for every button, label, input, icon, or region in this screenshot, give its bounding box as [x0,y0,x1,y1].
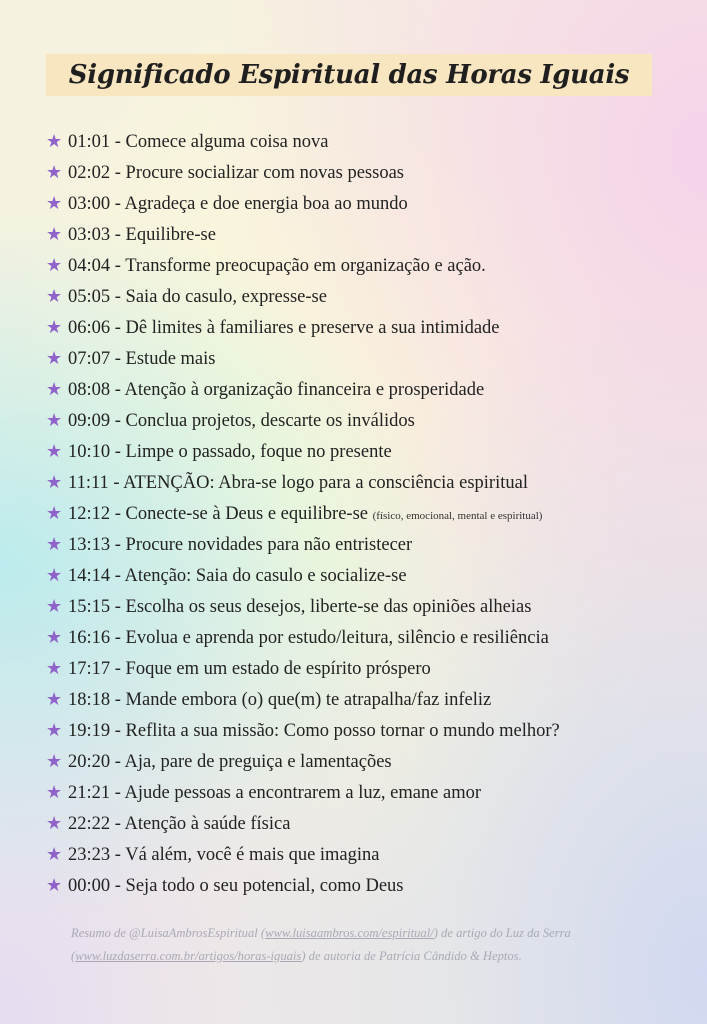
list-item-text: 05:05 - Saia do casulo, expresse-se [68,287,327,307]
list-item [46,498,686,529]
list-item-text: 21:21 - Ajude pessoas a encontrarem a luz, emane amor [68,783,482,803]
list-item-text: 15:15 - Escolha os seus desejos, liberte-se das opiniões alheias [68,597,532,617]
list-item-text: 07:07 - Estude mais [68,349,216,369]
list-item-text: 22:22 - Atenção à saúde física [68,814,291,834]
list-item [46,653,686,684]
list-item [46,374,686,405]
footer-link-luzdaserra[interactable]: www.luzdaserra.com.br/artigos/horas-iguais [75,949,302,963]
star-icon: ★ [46,131,63,151]
star-icon: ★ [46,596,63,616]
list-item-text: 23:23 - Vá além, você é mais que imagina [68,845,380,865]
star-icon: ★ [46,162,63,182]
list-item-text: 01:01 - Comece alguma coisa nova [68,132,329,152]
star-icon: ★ [46,317,63,337]
list-item [46,746,686,777]
list-item [46,436,686,467]
list-item-text: 04:04 - Transforme preocupação em organização e ação. [68,256,486,276]
list-item-text: 10:10 - Limpe o passado, foque no presente [68,442,392,462]
star-icon: ★ [46,875,63,895]
list-item [46,591,686,622]
list-item [46,405,686,436]
list-item-text: 08:08 - Atenção à organização financeira e prosperidade [68,380,485,400]
list-item-text: 14:14 - Atenção: Saia do casulo e socialize-se [68,566,407,586]
star-icon: ★ [46,813,63,833]
star-icon: ★ [46,224,63,244]
star-icon: ★ [46,627,63,647]
footer-text-2: ) de artigo do Luz da Serra [433,926,571,940]
footer-text-3: ( [71,949,76,963]
list-item [46,777,686,808]
hours-list [46,126,686,901]
list-item-text: 18:18 - Mande embora (o) que(m) te atrapalha/faz infeliz [68,690,492,710]
list-item [46,808,686,839]
star-icon: ★ [46,472,63,492]
star-icon: ★ [46,193,63,213]
star-icon: ★ [46,503,63,523]
star-icon: ★ [46,782,63,802]
star-icon: ★ [46,534,63,554]
star-icon: ★ [46,348,63,368]
list-item [46,250,686,281]
list-item-text: 03:00 - Agradeça e doe energia boa ao mundo [68,194,408,214]
star-icon: ★ [46,379,63,399]
star-icon: ★ [46,441,63,461]
list-item-text: 16:16 - Evolua e aprenda por estudo/leitura, silêncio e resiliência [68,628,549,648]
star-icon: ★ [46,410,63,430]
list-item-text: 02:02 - Procure socializar com novas pessoas [68,163,404,183]
list-item [46,529,686,560]
title-highlight [46,54,652,96]
footer-link-luisaambros[interactable]: www.luisaambros.com/espiritual/ [265,926,434,940]
list-item [46,715,686,746]
list-item [46,839,686,870]
list-item-text: 09:09 - Conclua projetos, descarte os inválidos [68,411,415,431]
page-title: Significado Espiritual das Horas Iguais [68,60,630,90]
list-item-text: 12:12 - Conecte-se à Deus e equilibre-se [68,504,373,524]
list-item-note: (físico, emocional, mental e espiritual) [372,510,543,522]
list-item [46,343,686,374]
star-icon: ★ [46,751,63,771]
list-item-text: 03:03 - Equilibre-se [68,225,216,245]
footer-credits [71,922,671,968]
list-item [46,622,686,653]
star-icon: ★ [46,689,63,709]
footer-text-4: ) de autoria de Patrícia Cândido & Heptos. [301,949,522,963]
list-item-text: 11:11 - ATENÇÃO: Abra-se logo para a consciência espiritual [68,473,528,493]
list-item [46,684,686,715]
star-icon: ★ [46,844,63,864]
list-item [46,157,686,188]
footer-text-1: Resumo de @LuisaAmbrosEspiritual ( [71,926,266,940]
star-icon: ★ [46,286,63,306]
list-item-text: 13:13 - Procure novidades para não entristecer [68,535,413,555]
list-item-text: 00:00 - Seja todo o seu potencial, como Deus [68,876,404,896]
list-item [46,312,686,343]
list-item [46,560,686,591]
list-item [46,126,686,157]
list-item [46,870,686,901]
list-item-text: 06:06 - Dê limites à familiares e preserve a sua intimidade [68,318,500,338]
star-icon: ★ [46,565,63,585]
list-item [46,188,686,219]
list-item [46,219,686,250]
list-item [46,281,686,312]
star-icon: ★ [46,255,63,275]
list-item-text: 17:17 - Foque em um estado de espírito próspero [68,659,431,679]
list-item-text: 20:20 - Aja, pare de preguiça e lamentações [68,752,392,772]
star-icon: ★ [46,720,63,740]
star-icon: ★ [46,658,63,678]
list-item [46,467,686,498]
list-item-text: 19:19 - Reflita a sua missão: Como posso tornar o mundo melhor? [68,721,560,741]
